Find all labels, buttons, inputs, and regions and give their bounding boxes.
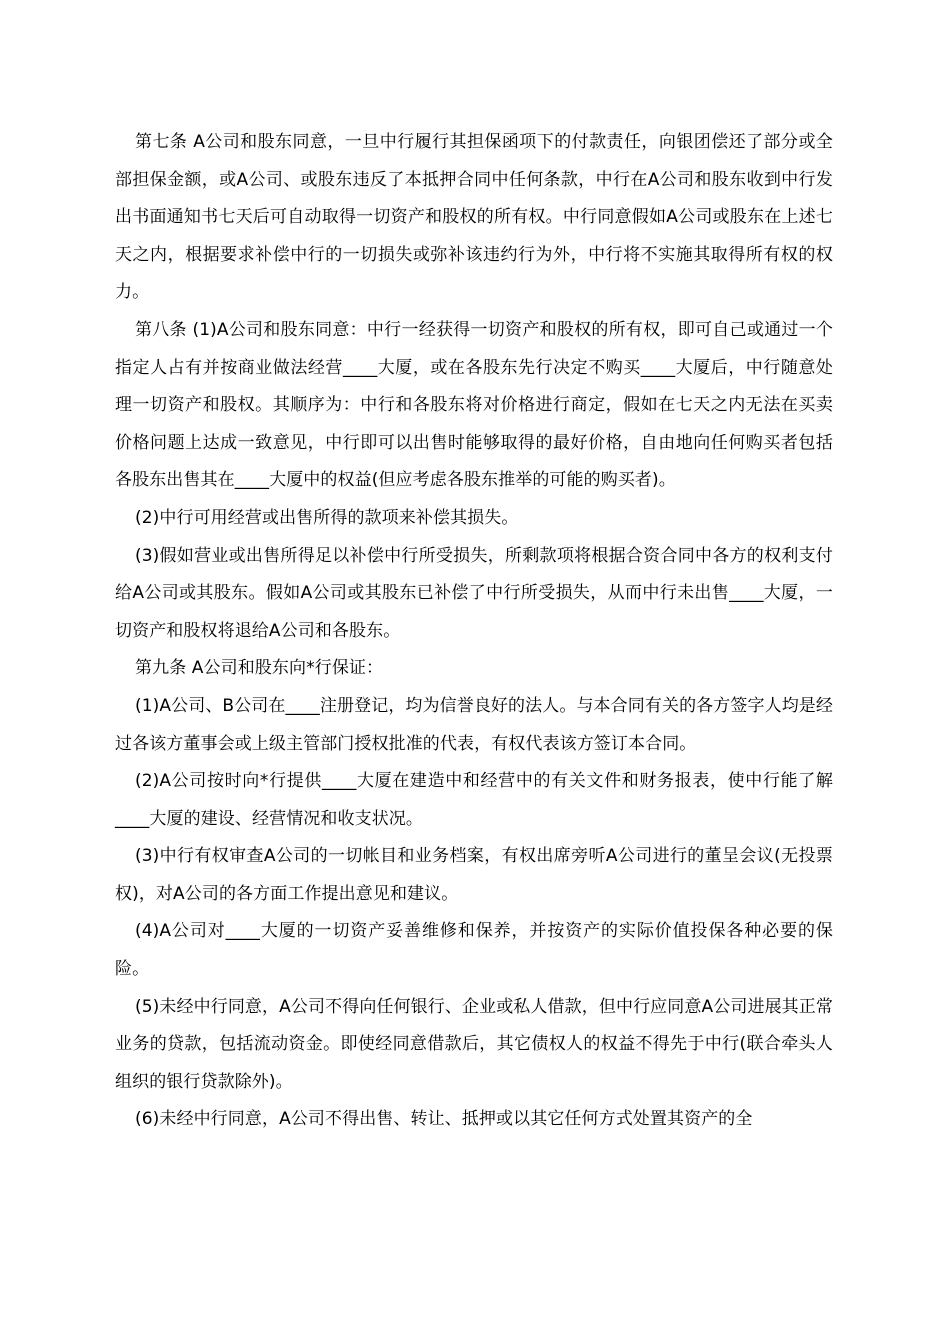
article-8-clause-2-paragraph: (2)中行可用经营或出售所得的款项来补偿其损失。	[135, 507, 519, 528]
article-8-clause-3-paragraph: (3)假如营业或出售所得足以补偿中行所受损失，所剩款项将根据合资合同中各方的权利支付给A公司或其股东。假如A公司或其股东已补偿了中行所受损失，从而中行未出售____大厦，一切资产和股权将退给A公司和各股东。	[115, 545, 833, 641]
article-9-clause-3-paragraph: (3)中行有权审查A公司的一切帐目和业务档案，有权出席旁听A公司进行的董呈会议(无投票权)，对A公司的各方面工作提出意见和建议。	[115, 846, 833, 904]
article-9-heading: 第九条 A公司和股东向*行保证：	[135, 658, 384, 679]
article-9-clause-4-paragraph: (4)A公司对____大厦的一切资产妥善维修和保养，并按资产的实际价值投保各种必要的保险。	[115, 921, 833, 980]
article-9-clause-5-paragraph: (5)未经中行同意，A公司不得向任何银行、企业或私人借款，但中行应同意A公司进展其正常业务的贷款，包括流动资金。即使经同意借款后，其它债权人的权益不得先于中行(联合牵头人组织的银行贷款除外)。	[115, 996, 833, 1092]
article-9-clause-1-paragraph: (1)A公司、B公司在____注册登记，均为信誉良好的法人。与本合同有关的各方签字人均是经过各该方董事会或上级主管部门授权批准的代表，有权代表该方签订本合同。	[115, 695, 833, 754]
article-7-paragraph: 第七条 A公司和股东同意，一旦中行履行其担保函项下的付款责任，向银团偿还了部分或全部担保金额，或A公司、或股东违反了本抵押合同中任何条款，中行在A公司和股东收到中行发出书面通知书七天后可自动取得一切资产和股权的所有权。中行同意假如A公司或股东在上述七天之内，根据要求补偿中行的一切损失或弥补该违约行为外，中行将不实施其取得所有权的权力。	[115, 132, 833, 303]
article-8-clause-1-paragraph: 第八条 (1)A公司和股东同意：中行一经获得一切资产和股权的所有权，即可自己或通过一个指定人占有并按商业做法经营____大厦，或在各股东先行决定不购买____大厦后，中行随意处理一切资产和股权。其顺序为：中行和各股东将对价格进行商定，假如在七天之内无法在买卖价格问题上达成一致意见，中行即可以出售时能够取得的最好价格，自由地向任何购买者包括各股东出售其在____大厦中的权益(但应考虑各股东推举的可能的购买者)。	[115, 319, 833, 491]
article-9-clause-6-paragraph: (6)未经中行同意，A公司不得出售、转让、抵押或以其它任何方式处置其资产的全	[135, 1109, 753, 1130]
document-body	[115, 124, 833, 1139]
article-9-clause-2-paragraph: (2)A公司按时向*行提供____大厦在建造中和经营中的有关文件和财务报表，使中行能了解____大厦的建设、经营情况和收支状况。	[115, 771, 833, 829]
